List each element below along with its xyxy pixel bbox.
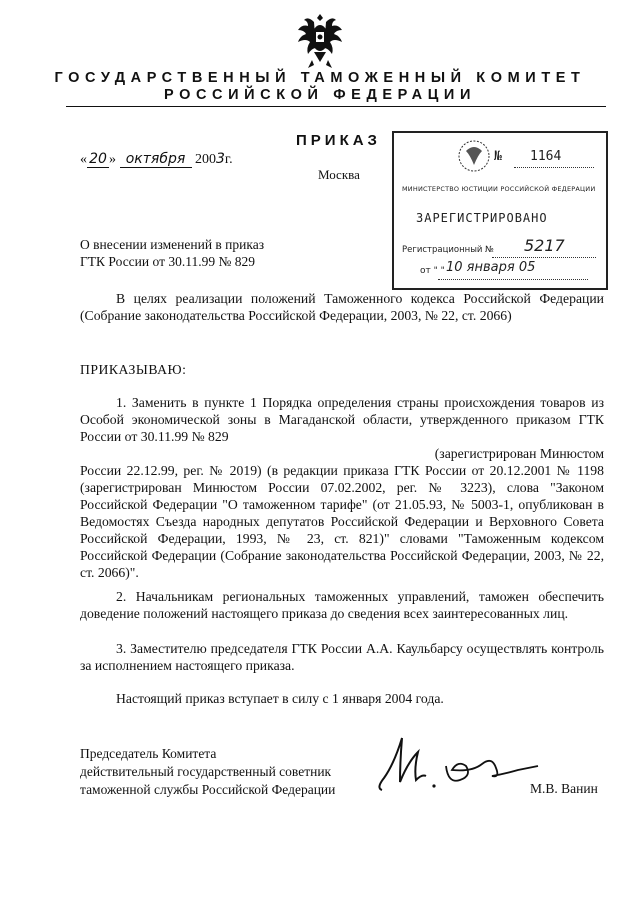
date-year-prefix: 200 — [195, 152, 216, 167]
date-open-quote: « — [80, 152, 87, 167]
preamble-paragraph: В целях реализации положений Таможенного кодекса Российской Федерации (Собрание законодательства Российской Федерации, 2003, № 22, ст. 2066) — [80, 291, 604, 323]
item-1 — [80, 394, 604, 581]
document-subject — [80, 236, 264, 270]
subject-line2: ГТК России от 30.11.99 № 829 — [80, 254, 255, 269]
order-word: ПРИКАЗЫВАЮ: — [80, 362, 187, 377]
agency-title-line2: РОССИЙСКОЙ ФЕДЕРАЦИИ — [164, 87, 476, 103]
coat-of-arms-emblem — [292, 8, 348, 72]
signer-title-line1: Председатель Комитета — [80, 746, 217, 761]
date-year-unit: г. — [224, 152, 233, 167]
stamp-reg-underline — [492, 257, 596, 258]
agency-title-line1: ГОСУДАРСТВЕННЫЙ ТАМОЖЕННЫЙ КОМИТЕТ — [54, 70, 586, 86]
date-year-suffix: 3 — [216, 151, 225, 167]
document-type: ПРИКАЗ — [296, 132, 381, 149]
stamp-reg-label: Регистрационный № — [402, 245, 494, 255]
item-1-text-b: России 22.12.99, рег. № 2019) (в редакции приказа ГТК России от 20.12.2001 № 1198 (зарегистрирован Минюстом России 07.02.2002, рег. № 3223), слова "Законом Российской Федерации "О таможенном тарифе" (от 21.05.93, № 5003-1, опубликован в Ведомостях Съезда народных депутатов Российской Федерации и Верховного Совета Российской Федерации, 1993, № 23, ст. 821)" словами "Таможенным кодексом Российской Федерации (Собрание законодательства Российской Федерации, 2003, № 22, ст. 2066)". — [80, 463, 604, 580]
subject-line1: О внесении изменений в приказ — [80, 237, 265, 252]
stamp-date-value: 10 января 05 — [446, 260, 536, 275]
signer-title-line3: таможенной службы Российской Федерации — [80, 782, 336, 797]
stamp-reg-value: 5217 — [524, 236, 565, 255]
stamp-number-label: № — [494, 149, 502, 164]
signer-name: М.В. Ванин — [530, 781, 598, 796]
date-day: 20 — [87, 151, 109, 168]
effective-date-statement: Настоящий приказ вступает в силу с 1 января 2004 года. — [116, 691, 444, 706]
date-close-quote: » — [109, 152, 116, 167]
document-date — [80, 151, 233, 168]
item-2: 2. Начальникам региональных таможенных управлений, таможен обеспечить доведение положений настоящего приказа до сведения всех заинтересованных лиц. — [80, 589, 604, 621]
stamp-date-underline — [438, 279, 588, 280]
stamp-registered: ЗАРЕГИСТРИРОВАНО — [416, 211, 548, 225]
item-1-registration: (зарегистрирован Минюстом — [434, 446, 604, 461]
document-city: Москва — [318, 167, 360, 182]
header-divider — [66, 106, 606, 107]
signer-title — [80, 745, 335, 799]
stamp-ministry: МИНИСТЕРСТВО ЮСТИЦИИ РОССИЙСКОЙ ФЕДЕРАЦИИ — [402, 185, 596, 193]
stamp-number: 1164 — [530, 149, 562, 164]
date-month: октября — [120, 151, 192, 168]
item-3: 3. Заместителю председателя ГТК России А.А. Каульбарсу осуществлять контроль за исполнением настоящего приказа. — [80, 641, 604, 673]
stamp-number-underline — [514, 167, 594, 168]
stamp-date-label: от " " — [420, 266, 445, 276]
registration-stamp — [392, 131, 608, 290]
signer-title-line2: действительный государственный советник — [80, 764, 332, 779]
item-1-text-a: 1. Заменить в пункте 1 Порядка определения страны происхождения товаров из Особой экономической зоны в Магаданской области, утвержденного приказом ГТК России от 30.11.99 № 829 — [80, 395, 604, 444]
handwritten-signature — [368, 728, 548, 798]
stamp-emblem-icon — [456, 139, 492, 173]
